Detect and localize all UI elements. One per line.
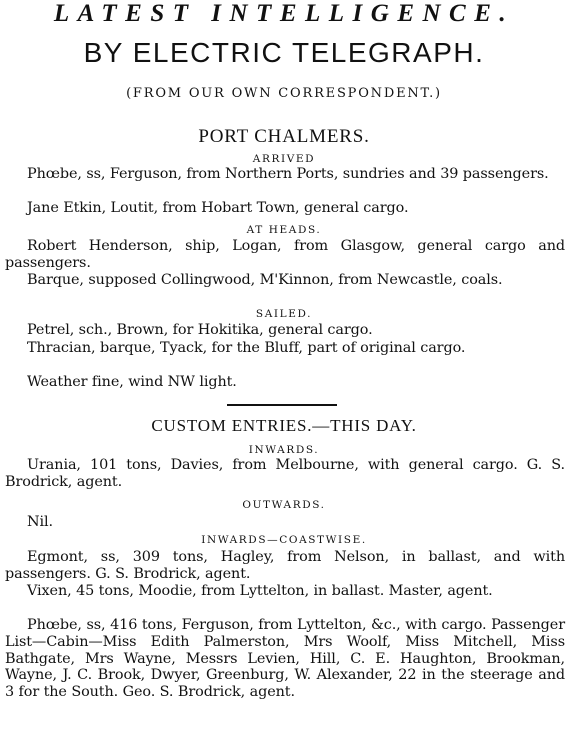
entry-at-heads-2: Barque, supposed Collingwood, M'Kinnon, from Newcastle, coals. (27, 272, 503, 288)
entry-at-heads-1: Robert Henderson, ship, Logan, from Glasgow, general cargo and passengers. (5, 238, 565, 271)
entry-inwards-1: Urania, 101 tons, Davies, from Melbourne, with general cargo. G. S. Brodrick, agent. (5, 457, 565, 490)
subheading-arrived: ARRIVED (252, 153, 316, 165)
subheading-inwards-coastwise: INWARDS—COASTWISE. (201, 534, 367, 546)
subheading-sailed: SAILED. (255, 308, 313, 320)
subheading-inwards: INWARDS. (248, 444, 320, 456)
section-divider (227, 404, 337, 406)
subheading-outwards: OUTWARDS. (242, 499, 326, 511)
entry-sailed-1: Petrel, sch., Brown, for Hokitika, general cargo. (27, 322, 373, 338)
entry-coastwise-2: Vixen, 45 tons, Moodie, from Lyttelton, in ballast. Master, agent. (27, 583, 493, 599)
subhead: BY ELECTRIC TELEGRAPH. (83, 37, 485, 68)
subheading-at-heads: AT HEADS. (246, 224, 322, 236)
entry-coastwise-1: Egmont, ss, 309 tons, Hagley, from Nelson, in ballast, and with passengers. G. S. Brodrick, agent. (5, 549, 565, 582)
entry-weather: Weather fine, wind NW light. (27, 374, 237, 390)
entry-arrived-2: Jane Etkin, Loutit, from Hobart Town, general cargo. (27, 200, 409, 216)
entry-outwards-1: Nil. (27, 514, 53, 530)
masthead: LATEST INTELLIGENCE. (53, 0, 515, 27)
entry-sailed-2: Thracian, barque, Tyack, for the Bluff, part of original cargo. (27, 340, 466, 356)
byline: (FROM OUR OWN CORRESPONDENT.) (126, 86, 442, 101)
section-title-custom-entries: CUSTOM ENTRIES.—THIS DAY. (151, 416, 417, 435)
entry-arrived-1: Phœbe, ss, Ferguson, from Northern Ports, sundries and 39 passengers. (27, 166, 549, 182)
section-title-port-chalmers: PORT CHALMERS. (198, 126, 370, 147)
entry-coastwise-3: Phœbe, ss, 416 tons, Ferguson, from Lyttelton, &c., with cargo. Passenger List—Cabin—Miss Edith Palmerston, Mrs Woolf, Miss Mitchell, Miss Bathgate, Mrs Wayne, Messrs Levien, Hill, C. E. Haughton, Brookman, Wayne, J. C. Brook, Dwyer, Greenburg, W. Alexander, 22 in the steerage and 3 for the South. Geo. S. Brodrick, agent. (5, 617, 565, 701)
